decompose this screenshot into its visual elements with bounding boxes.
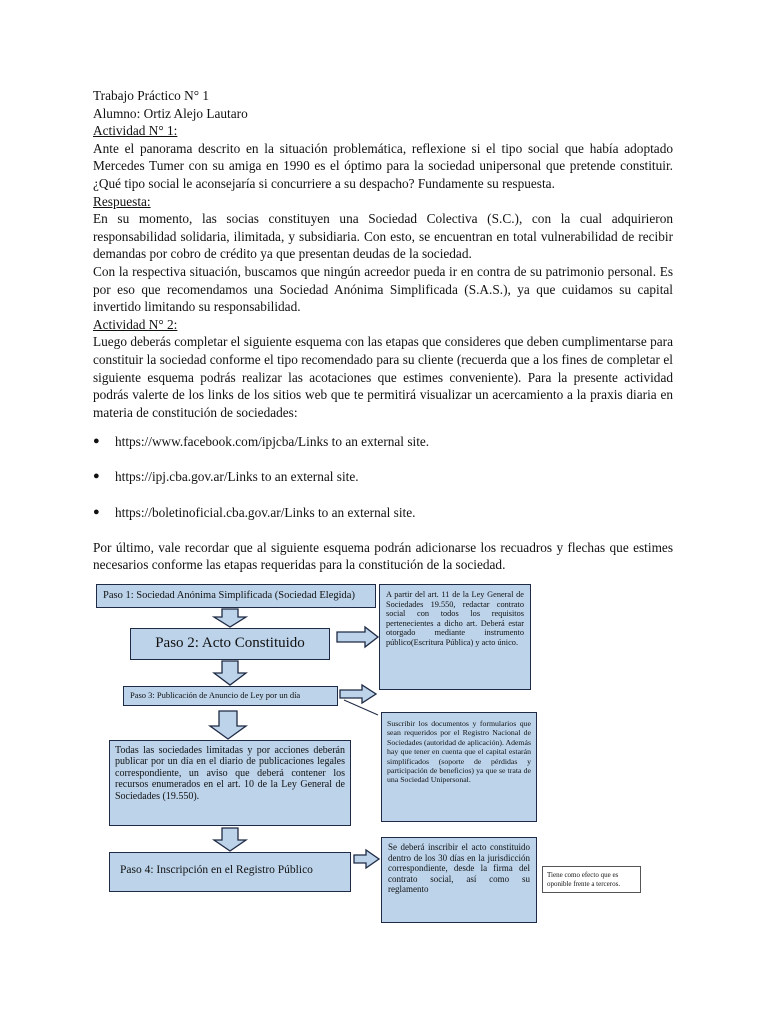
arrow-down-1 (214, 609, 246, 627)
step3-box (123, 686, 338, 706)
connector-step3 (344, 700, 378, 715)
publication-box (109, 740, 351, 826)
step1-box (96, 584, 376, 608)
arrow-down-3 (210, 711, 246, 739)
answer-paragraph-1: En su momento, las socias constituyen una Sociedad Colectiva (S.C.), con la cual adquirieron responsabilidad solidaria, ilimitada, y subsidiaria. Con esto, se encuentran en total vulnerabilidad de recibir demandas por cobro de crédito ya que presentan deudas de la sociedad. (93, 211, 673, 262)
list-item (93, 504, 673, 522)
answer-heading: Respuesta: (93, 193, 151, 209)
link-boletin[interactable]: https://boletinoficial.cba.gov.ar/Links to an external site. (115, 504, 416, 520)
effect-note-box (542, 866, 641, 893)
step4-note-text: Se deberá inscribir el acto constituido dentro de los 30 días en la jurisdicción correspondiente, desde la firma del contrato social, así como su reglamento (388, 842, 530, 894)
bullet-icon: ● (93, 435, 100, 448)
activity1-prompt: Ante el panorama descrito en la situación problemática, reflexione si el tipo social que había adoptado Mercedes Tumer con su amiga en 1990 es el óptimo para la sociedad unipersonal que pretende constituir. ¿Qué tipo social le aconsejaría si concurriere a su despacho? Fundamente su respuesta. (93, 140, 673, 191)
arrow-right-2 (340, 685, 376, 703)
activity1-heading: Actividad N° 1: (93, 123, 178, 139)
step3-label: Paso 3: Publicación de Anuncio de Ley por un día (130, 690, 301, 700)
step1-label: Paso 1: Sociedad Anónima Simplificada (Sociedad Elegida) (103, 590, 355, 601)
step2-label: Paso 2: Acto Constituido (155, 635, 305, 651)
arrow-right-3 (354, 850, 379, 868)
step2-box (130, 628, 330, 660)
step4-note-box (381, 837, 537, 923)
answer-paragraph-2: Con la respectiva situación, buscamos que ningún acreedor pueda ir en contra de su patrimonio personal. Es por eso que recomendamos una Sociedad Anónima Simplificada (S.A.S.), ya que cuidamos su capital invertido limitando su responsabilidad. (93, 263, 673, 315)
link-ipj[interactable]: https://ipj.cba.gov.ar/Links to an external site. (115, 469, 359, 485)
effect-note-text: Tiene como efecto que es oponible frente a terceros. (547, 871, 621, 888)
list-item (93, 433, 673, 451)
step3-note-box (381, 712, 537, 822)
step2-note-text: A partir del art. 11 de la Ley General de Sociedades 19.550, redactar contrato social con todos los requisitos pertenecientes a dicho art. Deberá estar otorgado mediante instrumento público(Escritura Pública) y acto único. (386, 590, 524, 647)
document-body (93, 87, 673, 574)
link-facebook[interactable]: https://www.facebook.com/ipjcba/Links to an external site. (115, 434, 430, 450)
publication-text: Todas las sociedades limitadas y por acciones deberán publicar por un día en el diario de publicaciones legales correspondiente, un aviso que deberá contener los recursos enumerados en el art. 10 de la Ley General de Sociedades (19.550). (115, 745, 345, 802)
list-item (93, 468, 673, 486)
arrow-down-2 (214, 661, 246, 685)
arrow-right-1 (337, 627, 378, 647)
step4-label: Paso 4: Inscripción en el Registro Público (120, 864, 313, 876)
step4-box (109, 852, 351, 892)
student-name: Alumno: Ortiz Alejo Lautaro (93, 105, 248, 121)
arrow-down-4 (214, 828, 246, 851)
bullet-icon: ● (93, 505, 100, 518)
activity2-prompt: Luego deberás completar el siguiente esquema con las etapas que consideres que deben cumplimentarse para constituir la sociedad conforme el tipo recomendado para su cliente (recuerda que a los fines de completar el siguiente esquema podrás realizar las acotaciones que estimes conveniente). Para la presente actividad podrás valerte de los links de los sitios web que te permitirá visualizar un acercamiento a la praxis diaria en materia de constitución de sociedades: (93, 334, 673, 420)
links-list (93, 433, 673, 521)
step3-note-text: Suscribir los documentos y formularios que sean requeridos por el Registro Nacional de Sociedades (autoridad de aplicación). Además hay que tener en cuenta que el capital estarán simplificados (soporte de pérdidas y participación de beneficios) ya que se trata de una Sociedad Unipersonal. (387, 719, 531, 785)
step2-note-box (379, 584, 531, 690)
activity2-heading: Actividad N° 2: (93, 316, 178, 332)
bullet-icon: ● (93, 470, 100, 483)
document-title: Trabajo Práctico N° 1 (93, 88, 209, 103)
closing-paragraph: Por último, vale recordar que al siguiente esquema podrán adicionarse los recuadros y flechas que estimes necesarios conforme las etapas requeridas para la constitución de la sociedad. (93, 539, 673, 573)
